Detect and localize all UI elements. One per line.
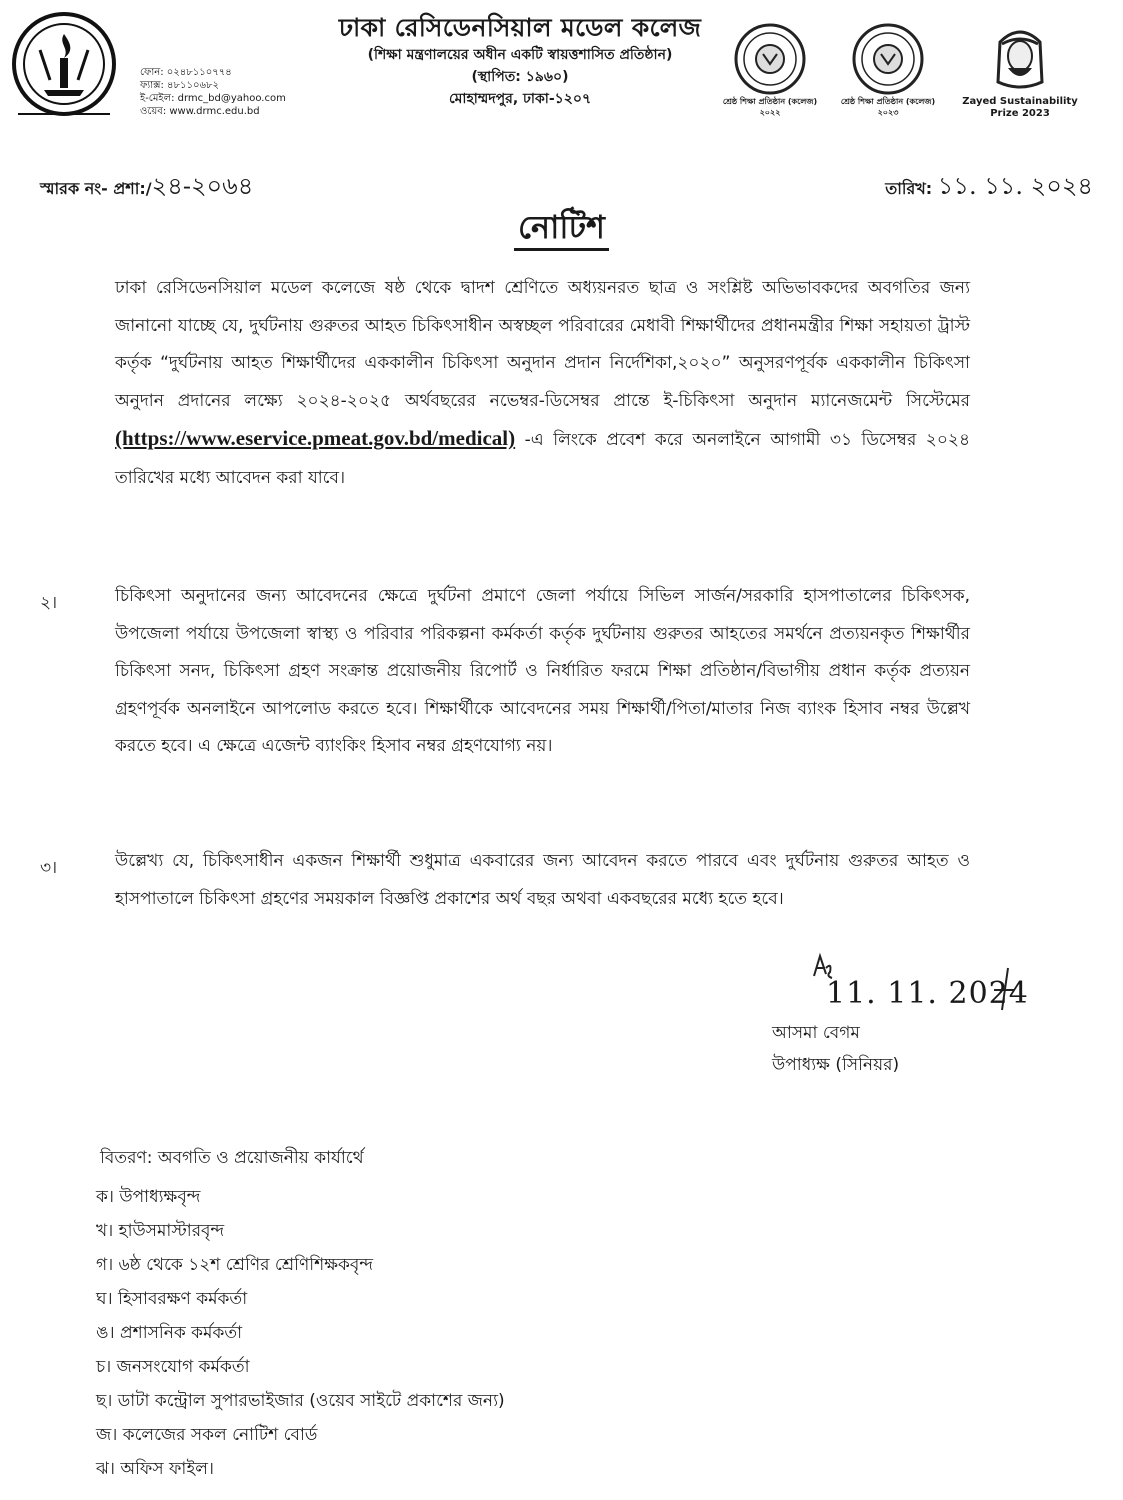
paragraph-1 — [115, 270, 970, 497]
award-year: ২০২২ — [759, 108, 781, 117]
date-label: তারিখ: — [885, 179, 933, 198]
paragraph-2: চিকিৎসা অনুদানের জন্য আবেদনের ক্ষেত্রে দুর্ঘটনা প্রমাণে জেলা পর্যায়ে সিভিল সার্জন/সরকারি হাসপাতালের চিকিৎসক, উপজেলা পর্যায়ে উপজেলা স্বাস্থ্য ও পরিবার পরিকল্পনা কর্মকর্তা কর্তৃক দুর্ঘটনায় গুরুতর আহতের সমর্থনে প্রত্যয়নকৃত শিক্ষার্থীর চিকিৎসা সনদ, চিকিৎসা গ্রহণ সংক্রান্ত প্রয়োজনীয় রিপোর্ট ও নির্ধারিত ফরমে শিক্ষা প্রতিষ্ঠান/বিভাগীয় প্রধান কর্তৃক প্রত্যয়ন গ্রহণপূর্বক অনলাইনে আপলোড করতে হবে। শিক্ষার্থীকে আবেদনের সময় শিক্ষার্থী/পিতা/মাতার নিজ ব্যাংক হিসাব নম্বর উল্লেখ করতে হবে। এ ক্ষেত্রে এজেন্ট ব্যাংকিং হিসাব নম্বর গ্রহণযোগ্য নয়। — [115, 586, 970, 756]
award-year: ২০২৩ — [877, 108, 899, 117]
signatory-designation: উপাধ্যক্ষ (সিনিয়র) — [772, 1055, 900, 1075]
fax-text: ফ্যাক্স: ৪৮১১০৬৮২ — [140, 80, 219, 91]
application-link[interactable]: (https://www.eservice.pmeat.gov.bd/medical) — [115, 426, 516, 450]
contact-info — [140, 66, 286, 118]
page-title: নোটিশ — [514, 208, 609, 251]
award-medal-icon — [727, 22, 813, 96]
distribution-list — [96, 1180, 505, 1486]
memo-label: স্মারক নং- প্রশা:/ — [40, 179, 152, 198]
distribution-heading: বিতরণ: অবগতি ও প্রয়োজনীয় কার্যার্থে — [100, 1148, 364, 1168]
award-badge-2022 — [700, 22, 840, 118]
award-caption: শ্রেষ্ঠ শিক্ষা প্রতিষ্ঠান (কলেজ) — [722, 97, 818, 106]
college-address: মোহাম্মদপুর, ঢাকা-১২০৭ — [448, 91, 592, 107]
letterhead — [0, 0, 1123, 132]
portrait-icon — [982, 22, 1058, 96]
signatory-name: আসমা বেগম — [772, 1023, 860, 1043]
zayed-prize-badge — [950, 22, 1090, 120]
award-caption: শ্রেষ্ঠ শিক্ষা প্রতিষ্ঠান (কলেজ) — [840, 97, 936, 106]
list-item: খ। হাউসমাস্টারবৃন্দ — [96, 1221, 225, 1241]
paragraph-2-number: ২। — [40, 593, 58, 613]
list-item: ঘ। হিসাবরক্ষণ কর্মকর্তা — [96, 1289, 248, 1309]
list-item: ক। উপাধ্যক্ষবৃন্দ — [96, 1187, 201, 1207]
memo-value: ২৪-২০৬৪ — [151, 172, 254, 200]
notice-heading — [0, 202, 1123, 256]
paragraph-3: উল্লেখ্য যে, চিকিৎসাধীন একজন শিক্ষার্থী শুধুমাত্র একবারের জন্য আবেদন করতে পারবে এবং দুর্ঘটনায় গুরুতর আহত ও হাসপাতালে চিকিৎসা গ্রহণের সময়কাল বিজ্ঞপ্তি প্রকাশের অর্থ বছর অথবা একবছরের মধ্যে হতে হবে। — [115, 851, 970, 909]
award-medal-icon — [845, 22, 931, 96]
phone-text: ফোন: ০২৪৮১১০৭৭৪ — [140, 67, 232, 78]
date-value: ১১. ১১. ২০২৪ — [937, 172, 1093, 200]
list-item: ঙ। প্রশাসনিক কর্মকর্তা — [96, 1323, 243, 1343]
college-established: (স্থাপিত: ১৯৬০) — [471, 69, 569, 85]
zayed-caption: Zayed Sustainability — [962, 96, 1078, 107]
college-crest-logo — [10, 10, 118, 122]
college-identity — [300, 12, 740, 110]
list-item: গ। ৬ষ্ঠ থেকে ১২শ শ্রেণির শ্রেণিশিক্ষকবৃন্দ — [96, 1255, 373, 1275]
award-badge-2023 — [828, 22, 948, 118]
zayed-year: Prize 2023 — [990, 108, 1050, 119]
email-text: ই-মেইল: drmc_bd@yahoo.com — [140, 93, 286, 104]
list-item: চ। জনসংযোগ কর্মকর্তা — [96, 1357, 250, 1377]
list-item: ছ। ডাটা কন্ট্রোল সুপারভাইজার (ওয়েব সাইটে প্রকাশের জন্য) — [96, 1391, 505, 1411]
paragraph-3-number: ৩। — [40, 858, 58, 878]
list-item: ঝ। অফিস ফাইল। — [96, 1459, 214, 1479]
paragraph-1-text: ঢাকা রেসিডেনসিয়াল মডেল কলেজে ষষ্ঠ থেকে দ্বাদশ শ্রেণিতে অধ্যয়নরত ছাত্র ও সংশ্লিষ্ট অভিভাবকদের অবগতির জন্য জানানো যাচ্ছে যে, দুর্ঘটনায় গুরুতর আহত চিকিৎসাধীন অস্বচ্ছল পরিবারের মেধাবী শিক্ষার্থীদের প্রধানমন্ত্রীর শিক্ষা সহায়তা ট্রাস্ট কর্তৃক “দুর্ঘটনায় আহত শিক্ষার্থীদের এককালীন চিকিৎসা অনুদান প্রদান নির্দেশিকা,২০২০” অনুসরণপূর্বক এককালীন চিকিৎসা অনুদান প্রদানের লক্ষ্যে ২০২৪-২০২৫ অর্থবছরের নভেম্বর-ডিসেম্বর প্রান্তে ই-চিকিৎসা অনুদান ম্যানেজমেন্ট সিস্টেমের — [115, 278, 970, 411]
website-text: ওয়েব: www.drmc.edu.bd — [140, 106, 260, 117]
list-item: জ। কলেজের সকল নোটিশ বোর্ড — [96, 1425, 318, 1445]
signature-date: 11. 11. 2024 — [826, 976, 1029, 1011]
college-name: ঢাকা রেসিডেনসিয়াল মডেল কলেজ — [338, 13, 702, 42]
college-subtitle: (শিক্ষা মন্ত্রণালয়ের অধীন একটি স্বায়ত্তশাসিত প্রতিষ্ঠান) — [367, 47, 673, 63]
paragraph-1-tail: -এ লিংকে প্রবেশ করে অনলাইনে আগামী ৩১ ডিসেম্বর ২০২৪ তারিখের মধ্যে আবেদন করা যাবে। — [115, 430, 970, 488]
